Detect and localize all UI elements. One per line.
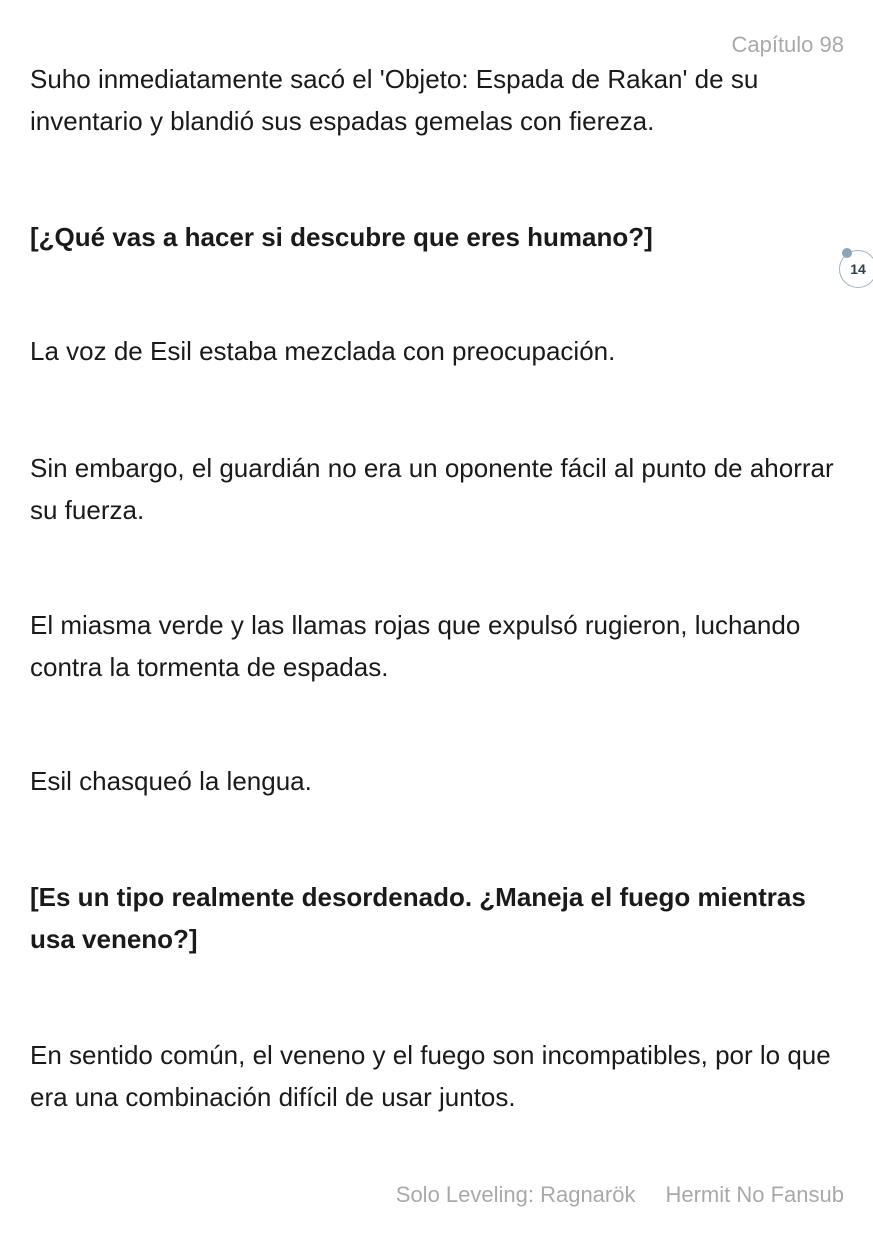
badge-dot-icon: [842, 248, 852, 258]
footer-translator: Hermit No Fansub: [665, 1182, 844, 1207]
chapter-label: Capítulo 98: [731, 32, 844, 57]
paragraph: Sin embargo, el guardián no era un oponente fácil al punto de ahorrar su fuerza.: [30, 453, 834, 525]
footer-title: Solo Leveling: Ragnarök: [395, 1182, 636, 1207]
paragraph: En sentido común, el veneno y el fuego son incompatibles, por lo que era una combinación difícil de usar juntos.: [30, 1040, 831, 1112]
page-number-badge[interactable]: 14: [839, 250, 873, 288]
paragraph: El miasma verde y las llamas rojas que expulsó rugieron, luchando contra la tormenta de espadas.: [30, 610, 801, 682]
paragraph: Esil chasqueó la lengua.: [30, 766, 312, 796]
footer: [396, 1182, 844, 1208]
dialogue-paragraph: [¿Qué vas a hacer si descubre que eres humano?]: [30, 222, 653, 252]
dialogue-paragraph: [Es un tipo realmente desordenado. ¿Maneja el fuego mientras usa veneno?]: [30, 882, 806, 954]
paragraph: Suho inmediatamente sacó el 'Objeto: Espada de Rakan' de su inventario y blandió sus espadas gemelas con fiereza.: [30, 64, 759, 136]
paragraph: La voz de Esil estaba mezclada con preocupación.: [30, 336, 616, 366]
